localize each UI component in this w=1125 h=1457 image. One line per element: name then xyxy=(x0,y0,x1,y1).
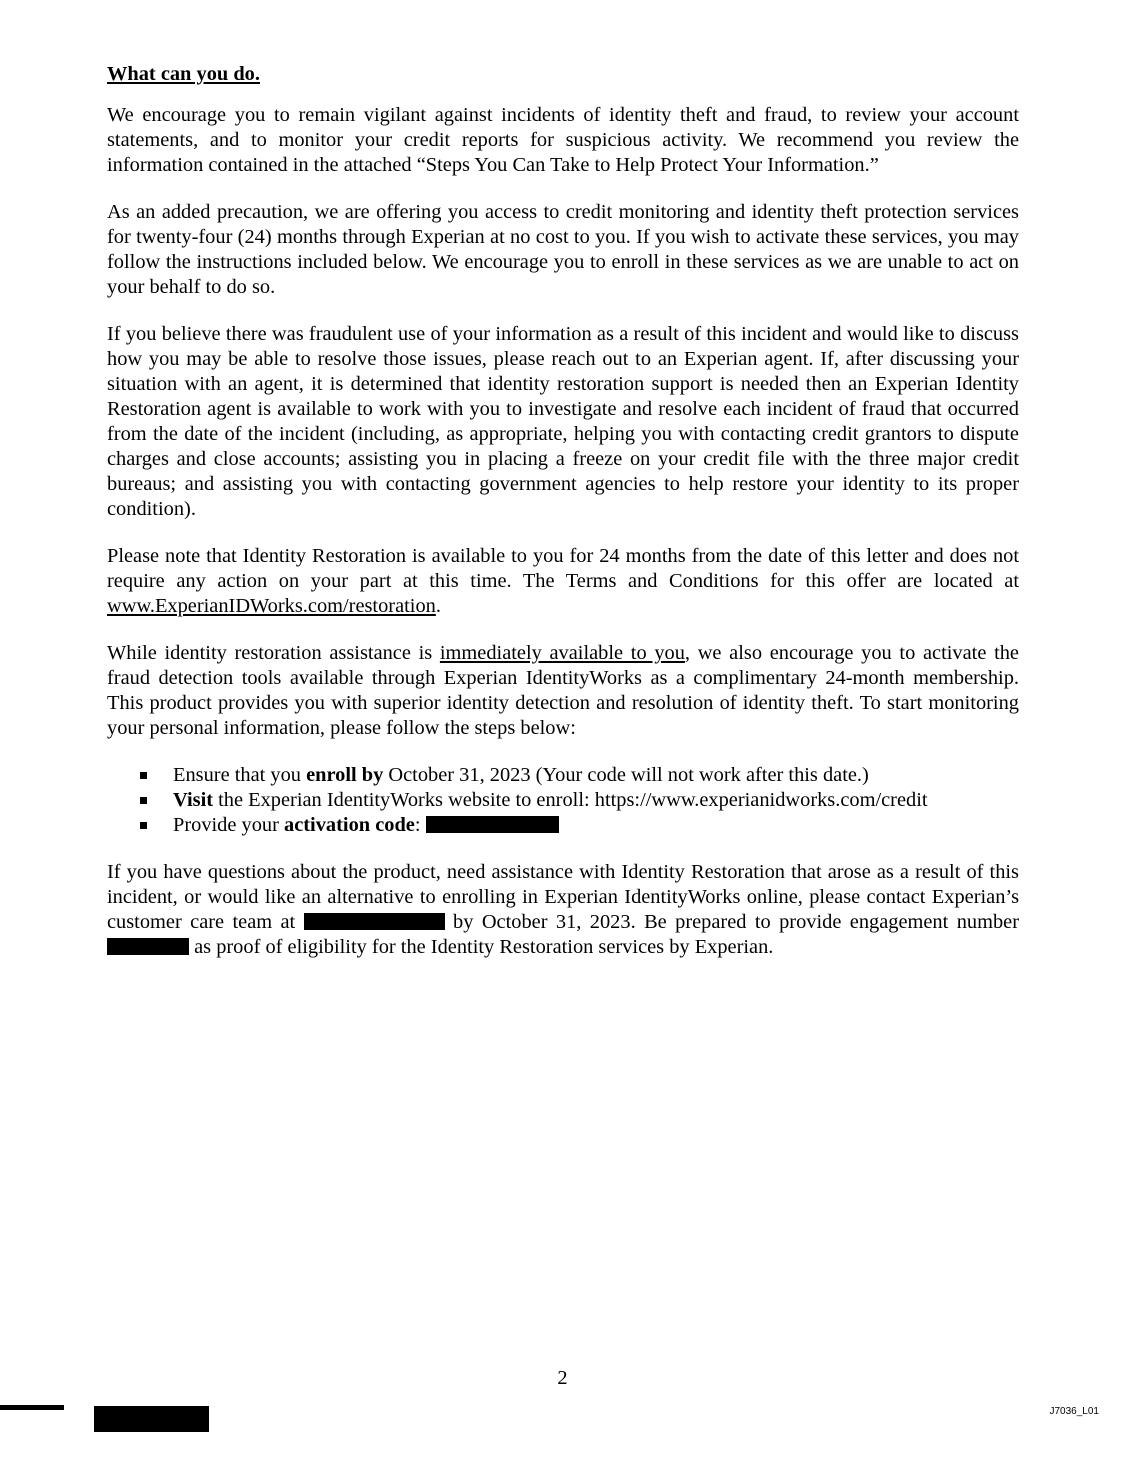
identityworks-text-end: , we also encourage you to activate the fraud detection tools available through Experian IdentityWorks as a complimentary 24-month membership. This product provides you with superior identity detection and resolution of identity theft. To start monitoring your personal information, please follow the steps below: xyxy=(107,642,1019,739)
redacted-activation-code xyxy=(426,816,559,833)
step-text: : xyxy=(414,814,421,836)
step-text: October 31, 2023 (Your code will not work after this date.) xyxy=(383,764,869,786)
paragraph-identity-restoration xyxy=(107,544,1019,619)
redacted-phone-number xyxy=(304,913,445,930)
step-bold: Visit xyxy=(173,789,214,811)
paragraph-questions xyxy=(107,860,1019,960)
questions-text: If you have questions about the product, need assistance with Identity Restoration that arose as a result of this incident, or would like an alternative to enrolling in Experian IdentityWorks online, please contact Experian’s customer care team at xyxy=(107,861,1019,933)
square-bullet-icon xyxy=(140,772,147,779)
restoration-link[interactable]: www.ExperianIDWorks.com/restoration xyxy=(107,595,436,617)
square-bullet-icon xyxy=(140,822,147,829)
questions-text-3: as proof of eligibility for the Identity Restoration services by Experian. xyxy=(194,936,774,958)
footer-rule xyxy=(0,1405,64,1410)
step-bold: activation code xyxy=(284,814,415,836)
restoration-text-end: . xyxy=(435,595,441,617)
step-enroll-by xyxy=(107,763,1019,788)
redacted-engagement-number xyxy=(107,938,189,955)
letter-body xyxy=(107,62,1019,982)
section-heading: What can you do. xyxy=(107,63,260,85)
step-text: Provide your xyxy=(173,814,285,836)
immediately-available-underlined: immediately available to you xyxy=(439,642,685,664)
step-activation-code xyxy=(107,813,1019,838)
redacted-footer-block xyxy=(94,1406,209,1432)
paragraph-vigilance: We encourage you to remain vigilant against incidents of identity theft and fraud, to review your account statements, and to monitor your credit reports for suspicious activity. We recommend you review the information contained in the attached “Steps You Can Take to Help Protect Your Information.” xyxy=(107,104,1019,176)
step-bold: enroll by xyxy=(306,764,384,786)
page-number: 2 xyxy=(557,1367,568,1389)
step-visit xyxy=(107,788,1019,813)
square-bullet-icon xyxy=(140,797,147,804)
questions-text-2: by October 31, 2023. Be prepared to provide engagement number xyxy=(453,911,1019,933)
enrollment-steps xyxy=(107,763,1019,838)
paragraph-precaution: As an added precaution, we are offering you access to credit monitoring and identity theft protection services for twenty-four (24) months through Experian at no cost to you. If you wish to activate these services, you may follow the instructions included below. We encourage you to enroll in these services as we are unable to act on your behalf to do so. xyxy=(107,201,1019,298)
restoration-text: Please note that Identity Restoration is available to you for 24 months from the date of this letter and does not require any action on your part at this time. The Terms and Conditions for this offer are located at xyxy=(107,545,1019,592)
step-text: Ensure that you xyxy=(173,764,307,786)
step-text: the Experian IdentityWorks website to enroll: https://www.experianidworks.com/credit xyxy=(213,789,928,811)
identityworks-text: While identity restoration assistance is xyxy=(107,642,440,664)
paragraph-identityworks xyxy=(107,641,1019,741)
footer-document-code: J7036_L01 xyxy=(1049,1406,1099,1417)
paragraph-fraud-assistance: If you believe there was fraudulent use of your information as a result of this incident and would like to discuss how you may be able to resolve those issues, please reach out to an Experian agent. If, after discussing your situation with an agent, it is determined that identity restoration support is needed then an Experian Identity Restoration agent is available to work with you to investigate and resolve each incident of fraud that occurred from the date of the incident (including, as appropriate, helping you with contacting credit grantors to dispute charges and close accounts; assisting you in placing a freeze on your credit file with the three major credit bureaus; and assisting you with contacting government agencies to help restore your identity to its proper condition). xyxy=(107,323,1019,520)
